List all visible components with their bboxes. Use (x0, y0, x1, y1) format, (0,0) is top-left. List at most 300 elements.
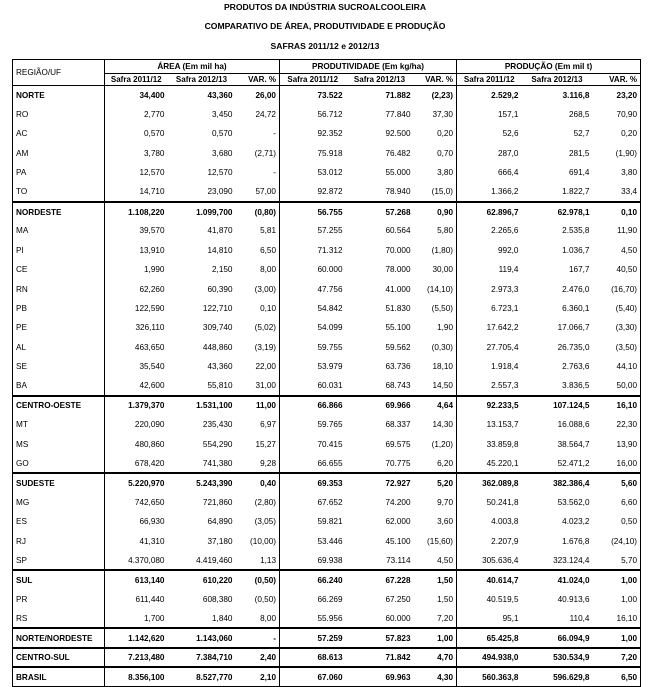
value-cell: 53.979 (280, 357, 346, 376)
value-cell: 67.250 (385, 594, 411, 604)
region-name-cell: AL (16, 342, 27, 352)
value-cell: 0,570 (212, 129, 233, 139)
value-cell: 463,650 (105, 338, 168, 357)
value-cell: 16,10 (616, 613, 638, 623)
value-cell: 666,4 (457, 163, 522, 182)
region-name-cell: SUDESTE (13, 473, 105, 492)
region-name-cell: CE (16, 265, 28, 275)
value-cell: 1.531,100 (168, 396, 236, 415)
value-cell: 38.564,7 (557, 439, 590, 449)
value-cell: 22,00 (255, 362, 276, 372)
value-cell: 382.386,4 (522, 473, 593, 492)
table-row (13, 260, 641, 279)
value-cell: 92.352 (280, 124, 346, 143)
value-cell: (24,10) (611, 536, 638, 546)
sub-header: VAR. % (609, 75, 638, 84)
region-name-cell: BA (16, 381, 27, 391)
value-cell: - (273, 168, 276, 178)
value-cell: 55.000 (385, 168, 411, 178)
value-cell: 65.425,8 (457, 628, 522, 647)
table-row (13, 493, 641, 512)
value-cell: 1.142,620 (105, 628, 168, 647)
value-cell: 220,090 (105, 415, 168, 434)
value-cell: 40,50 (616, 265, 638, 275)
value-cell: 23,20 (593, 86, 641, 105)
table-row (13, 512, 641, 531)
value-cell: 0,90 (414, 202, 457, 221)
value-cell: 54.099 (280, 318, 346, 337)
region-name-cell: AM (16, 148, 29, 158)
value-cell: (15,60) (427, 536, 453, 546)
value-cell: 678,420 (105, 454, 168, 473)
value-cell: 51.830 (385, 303, 411, 313)
value-cell: (3,00) (254, 284, 276, 294)
table-row (13, 531, 641, 550)
value-cell: 992,0 (457, 241, 522, 260)
value-cell: 67.652 (280, 493, 346, 512)
value-cell: 560.363,8 (457, 667, 522, 686)
region-name-cell: PA (16, 168, 27, 178)
value-cell: 56.712 (280, 105, 346, 124)
value-cell: 4,50 (621, 245, 638, 255)
value-cell: 167,7 (569, 265, 590, 275)
value-cell: 95,1 (457, 609, 522, 628)
value-cell: 60.564 (385, 226, 411, 236)
value-cell: 75.918 (280, 144, 346, 163)
value-cell: 40.519,5 (457, 590, 522, 609)
value-cell: 1,50 (414, 570, 457, 589)
region-name-cell: NORTE/NORDESTE (13, 628, 105, 647)
value-cell: 2.763,6 (562, 362, 590, 372)
value-cell: 1,700 (105, 609, 168, 628)
value-cell: 3,780 (105, 144, 168, 163)
table-row (13, 144, 641, 163)
value-cell: (5,50) (431, 303, 453, 313)
value-cell: (10,00) (250, 536, 276, 546)
value-cell: 448,860 (202, 342, 233, 352)
value-cell: 40.614,7 (457, 570, 522, 589)
value-cell: 8,00 (260, 613, 276, 623)
value-cell: 60.000 (385, 613, 411, 623)
value-cell: 17.642,2 (457, 318, 522, 337)
value-cell: 12,570 (207, 168, 233, 178)
value-cell: 8,00 (260, 265, 276, 275)
value-cell: 60,390 (207, 284, 233, 294)
value-cell: 63.736 (385, 362, 411, 372)
value-cell: (0,80) (236, 202, 280, 221)
value-cell: 35,540 (105, 357, 168, 376)
value-cell: (2,71) (254, 148, 276, 158)
value-cell: 2.535,8 (562, 226, 590, 236)
value-cell: 4.023,2 (562, 517, 590, 527)
value-cell: 6,50 (593, 667, 641, 686)
value-cell: 1.676,8 (562, 536, 590, 546)
value-cell: 14,710 (105, 182, 168, 201)
value-cell: 27.705,4 (457, 338, 522, 357)
region-row (13, 473, 641, 492)
value-cell: 59.755 (280, 338, 346, 357)
value-cell: 17.066,7 (557, 323, 590, 333)
region-name-cell: NORDESTE (13, 202, 105, 221)
table-row (13, 357, 641, 376)
value-cell: 26.735,0 (557, 342, 590, 352)
table-row (13, 376, 641, 395)
table-row (13, 454, 641, 473)
value-cell: 5.220,970 (105, 473, 168, 492)
value-cell: 1,50 (437, 594, 453, 604)
value-cell: (2,23) (414, 86, 457, 105)
value-cell: 59.821 (280, 512, 346, 531)
region-name-cell: RN (16, 284, 28, 294)
report-title: PRODUTOS DA INDÚSTRIA SUCROALCOOLEIRA (223, 2, 427, 12)
value-cell: 287,0 (457, 144, 522, 163)
value-cell: 16,10 (593, 396, 641, 415)
value-cell: 6.360,1 (562, 303, 590, 313)
value-cell: 56.755 (280, 202, 346, 221)
value-cell: 2,40 (236, 648, 280, 667)
value-cell: 157,1 (457, 105, 522, 124)
value-cell: 71.882 (346, 86, 414, 105)
value-cell: 2,10 (236, 667, 280, 686)
region-name-cell: SE (16, 362, 27, 372)
value-cell: 4,70 (414, 648, 457, 667)
value-cell: 60.031 (280, 376, 346, 395)
region-name-cell: MT (16, 420, 28, 430)
region-row (13, 396, 641, 415)
value-cell: 13.153,7 (457, 415, 522, 434)
value-cell: 70,90 (616, 110, 638, 120)
value-cell: 57.823 (346, 628, 414, 647)
region-name-cell: RO (16, 110, 29, 120)
report-seasons: SAFRAS 2011/12 e 2012/13 (270, 41, 380, 51)
value-cell: 70.415 (280, 435, 346, 454)
value-cell: 22,30 (616, 420, 638, 430)
value-cell: 4.003,8 (457, 512, 522, 531)
value-cell: 6.723,1 (457, 299, 522, 318)
sub-header: Safra 2011/12 (457, 74, 522, 86)
value-cell: 40.913,6 (557, 594, 590, 604)
table-row (13, 241, 641, 260)
value-cell: 43,360 (168, 86, 236, 105)
value-cell: 11,90 (617, 226, 638, 236)
value-cell: 69.353 (280, 473, 346, 492)
value-cell: 2.973,3 (457, 279, 522, 298)
value-cell: 92.500 (385, 129, 411, 139)
value-cell: 13,90 (616, 439, 638, 449)
value-cell: (1,90) (615, 148, 638, 158)
value-cell: 4,30 (414, 667, 457, 686)
value-cell: 1.822,7 (562, 187, 590, 197)
value-cell: 0,570 (105, 124, 168, 143)
table-row (13, 124, 641, 143)
value-cell: 1,00 (593, 570, 641, 589)
value-cell: 4,64 (414, 396, 457, 415)
value-cell: (5,40) (615, 303, 638, 313)
value-cell: 42,600 (105, 376, 168, 395)
value-cell: 5,20 (414, 473, 457, 492)
value-cell: 0,50 (621, 517, 638, 527)
value-cell: 60.000 (280, 260, 346, 279)
sub-header: VAR. % (248, 75, 276, 84)
value-cell: 4.370,080 (105, 551, 168, 570)
table-row (13, 551, 641, 570)
value-cell: 53.012 (280, 163, 346, 182)
value-cell: 47.756 (280, 279, 346, 298)
value-cell: (3,19) (254, 342, 276, 352)
value-cell: 66,930 (105, 512, 168, 531)
productivity-group-header: PRODUTIVIDADE (Em kg/ha) (280, 60, 457, 74)
value-cell: 62.896,7 (457, 202, 522, 221)
value-cell: 26,00 (236, 86, 280, 105)
value-cell: 14,30 (432, 420, 453, 430)
value-cell: 66.866 (280, 396, 346, 415)
value-cell: 68.743 (385, 381, 411, 391)
value-cell: 45.220,1 (457, 454, 522, 473)
total-row (13, 667, 641, 686)
value-cell: 2,150 (212, 265, 233, 275)
sub-header: Safra 2012/13 (353, 75, 406, 84)
sub-header: Safra 2012/13 (531, 75, 583, 84)
value-cell: 1,00 (414, 628, 457, 647)
value-cell: 68.613 (280, 648, 346, 667)
value-cell: 3,60 (437, 517, 453, 527)
value-cell: 50,00 (616, 381, 638, 391)
region-name-cell: PR (16, 594, 28, 604)
value-cell: 8.356,100 (105, 667, 168, 686)
table-row (13, 609, 641, 628)
table-row (13, 590, 641, 609)
value-cell: 68.337 (385, 420, 411, 430)
value-cell: 11,00 (236, 396, 280, 415)
value-cell: 1.366,2 (457, 182, 522, 201)
value-cell: 3,80 (621, 168, 638, 178)
value-cell: 5,60 (593, 473, 641, 492)
value-cell: 3,80 (437, 168, 453, 178)
table-row (13, 163, 641, 182)
value-cell: 5,80 (437, 226, 453, 236)
value-cell: 1.108,220 (105, 202, 168, 221)
value-cell: 53.562,0 (557, 497, 590, 507)
value-cell: 15,27 (255, 439, 276, 449)
value-cell: 1,840 (212, 613, 233, 623)
value-cell: 613,140 (105, 570, 168, 589)
comparison-table (12, 59, 641, 687)
value-cell: 362.089,8 (457, 473, 522, 492)
value-cell: 268,5 (569, 110, 590, 120)
value-cell: 530.534,9 (522, 648, 593, 667)
value-cell: 122,590 (105, 299, 168, 318)
value-cell: 0,10 (593, 202, 641, 221)
value-cell: 7,20 (437, 613, 453, 623)
value-cell: 67.060 (280, 667, 346, 686)
value-cell: 608,380 (202, 594, 233, 604)
value-cell: 13,910 (105, 241, 168, 260)
value-cell: (14,10) (427, 284, 453, 294)
value-cell: (3,05) (254, 517, 276, 527)
value-cell: 5.243,390 (168, 473, 236, 492)
value-cell: 323.124,4 (553, 555, 590, 565)
value-cell: 691,4 (569, 168, 590, 178)
region-name-cell: SP (16, 555, 27, 565)
table-row (13, 435, 641, 454)
value-cell: 721,860 (202, 497, 233, 507)
region-name-cell: NORTE (13, 86, 105, 105)
value-cell: 57,00 (255, 187, 276, 197)
value-cell: 2.557,3 (457, 376, 522, 395)
region-name-cell: BRASIL (13, 667, 105, 686)
value-cell: 3.116,8 (522, 86, 593, 105)
value-cell: 1.036,7 (562, 245, 590, 255)
region-row (13, 86, 641, 105)
value-cell: 41.024,0 (522, 570, 593, 589)
value-cell: 119,4 (457, 260, 522, 279)
value-cell: 326,110 (105, 318, 168, 337)
value-cell: 6,97 (260, 420, 276, 430)
value-cell: (1,80) (431, 245, 453, 255)
value-cell: 31,00 (255, 381, 276, 391)
value-cell: 554,290 (202, 439, 233, 449)
value-cell: 610,220 (168, 570, 236, 589)
value-cell: 43,360 (207, 362, 233, 372)
value-cell: 52,6 (457, 124, 522, 143)
value-cell: (3,50) (615, 342, 638, 352)
value-cell: 596.629,8 (522, 667, 593, 686)
region-name-cell: PE (16, 323, 27, 333)
value-cell: 52,7 (573, 129, 590, 139)
value-cell: 55.956 (280, 609, 346, 628)
value-cell: 57.259 (280, 628, 346, 647)
value-cell: 2,770 (105, 105, 168, 124)
value-cell: 77.840 (385, 110, 411, 120)
value-cell: 5,81 (260, 226, 276, 236)
table-row (13, 279, 641, 298)
value-cell: 6,60 (621, 497, 638, 507)
value-cell: 2.476,0 (562, 284, 590, 294)
table-header (13, 60, 641, 86)
value-cell: 1,13 (260, 555, 276, 565)
table-row (13, 318, 641, 337)
value-cell: 0,40 (236, 473, 280, 492)
table-body (13, 86, 641, 687)
value-cell: 309,740 (202, 323, 233, 333)
value-cell: 72.927 (346, 473, 414, 492)
value-cell: 59.765 (280, 415, 346, 434)
table-row (13, 338, 641, 357)
value-cell: 0,20 (621, 129, 638, 139)
value-cell: 16.088,6 (557, 420, 590, 430)
value-cell: 62.978,1 (522, 202, 593, 221)
sub-header: VAR. % (425, 75, 453, 84)
value-cell: - (236, 628, 280, 647)
value-cell: 107.124,5 (522, 396, 593, 415)
value-cell: 110,4 (569, 613, 590, 623)
value-cell: 7.213,480 (105, 648, 168, 667)
value-cell: 73.522 (280, 86, 346, 105)
report-titles (0, 0, 650, 52)
value-cell: 52.471,2 (557, 458, 590, 468)
value-cell: 41,310 (105, 531, 168, 550)
value-cell: 41.000 (385, 284, 411, 294)
region-name-cell: SUL (13, 570, 105, 589)
value-cell: (0,50) (236, 570, 280, 589)
value-cell: 33,4 (621, 187, 638, 197)
region-name-cell: CENTRO-OESTE (13, 396, 105, 415)
value-cell: (15,0) (431, 187, 453, 197)
value-cell: (3,30) (615, 323, 638, 333)
value-cell: (0,30) (431, 342, 453, 352)
value-cell: 741,380 (202, 458, 233, 468)
region-name-cell: MS (16, 439, 29, 449)
value-cell: 4,50 (437, 555, 453, 565)
value-cell: 62.000 (385, 517, 411, 527)
value-cell: 1,00 (621, 594, 638, 604)
region-name-cell: GO (16, 458, 29, 468)
region-row (13, 202, 641, 221)
value-cell: (1,20) (431, 439, 453, 449)
value-cell: 7.384,710 (168, 648, 236, 667)
value-cell: 41,870 (207, 226, 233, 236)
value-cell: 1,90 (437, 323, 453, 333)
value-cell: 2.265,6 (457, 221, 522, 240)
table-row (13, 415, 641, 434)
value-cell: 66.094,9 (522, 628, 593, 647)
value-cell: 6,20 (437, 458, 453, 468)
value-cell: 23,090 (207, 187, 233, 197)
region-name-cell: ES (16, 517, 27, 527)
region-name-cell: MA (16, 226, 29, 236)
value-cell: (5,02) (254, 323, 276, 333)
value-cell: 742,650 (105, 493, 168, 512)
report-subtitle: COMPARATIVO DE ÁREA, PRODUTIVIDADE E PRODUÇÃO (204, 21, 446, 31)
value-cell: 37,30 (432, 110, 453, 120)
value-cell: 59.562 (385, 342, 411, 352)
value-cell: 62,260 (105, 279, 168, 298)
value-cell: 1,00 (593, 628, 641, 647)
area-group-header: ÁREA (Em mil ha) (105, 60, 280, 74)
value-cell: 74.200 (385, 497, 411, 507)
sub-header: Safra 2012/13 (175, 75, 228, 84)
value-cell: 70.775 (385, 458, 411, 468)
value-cell: 3.836,5 (562, 381, 590, 391)
value-cell: 44,10 (616, 362, 638, 372)
value-cell: 66.655 (280, 454, 346, 473)
value-cell: 5,70 (621, 555, 638, 565)
value-cell: (0,50) (254, 594, 276, 604)
table-row (13, 182, 641, 201)
value-cell: 76.482 (385, 148, 411, 158)
value-cell: 0,10 (260, 303, 276, 313)
value-cell: 235,430 (202, 420, 233, 430)
sub-header: Safra 2011/12 (105, 74, 168, 86)
value-cell: 611,440 (105, 590, 168, 609)
value-cell: 37,180 (207, 536, 233, 546)
value-cell: 1.918,4 (457, 357, 522, 376)
production-group-header: PRODUÇÃO (Em mil t) (457, 60, 641, 74)
value-cell: 69.575 (385, 439, 411, 449)
region-name-cell: PB (16, 303, 27, 313)
value-cell: 3,450 (212, 110, 233, 120)
region-name-cell: CENTRO-SUL (13, 648, 105, 667)
table-row (13, 105, 641, 124)
value-cell: 6,50 (260, 245, 276, 255)
value-cell: 281,5 (569, 148, 590, 158)
value-cell: 1,990 (105, 260, 168, 279)
value-cell: 57.255 (280, 221, 346, 240)
value-cell: 24,72 (255, 110, 276, 120)
value-cell: 54.842 (280, 299, 346, 318)
value-cell: 57.268 (346, 202, 414, 221)
value-cell: 78.000 (385, 265, 411, 275)
